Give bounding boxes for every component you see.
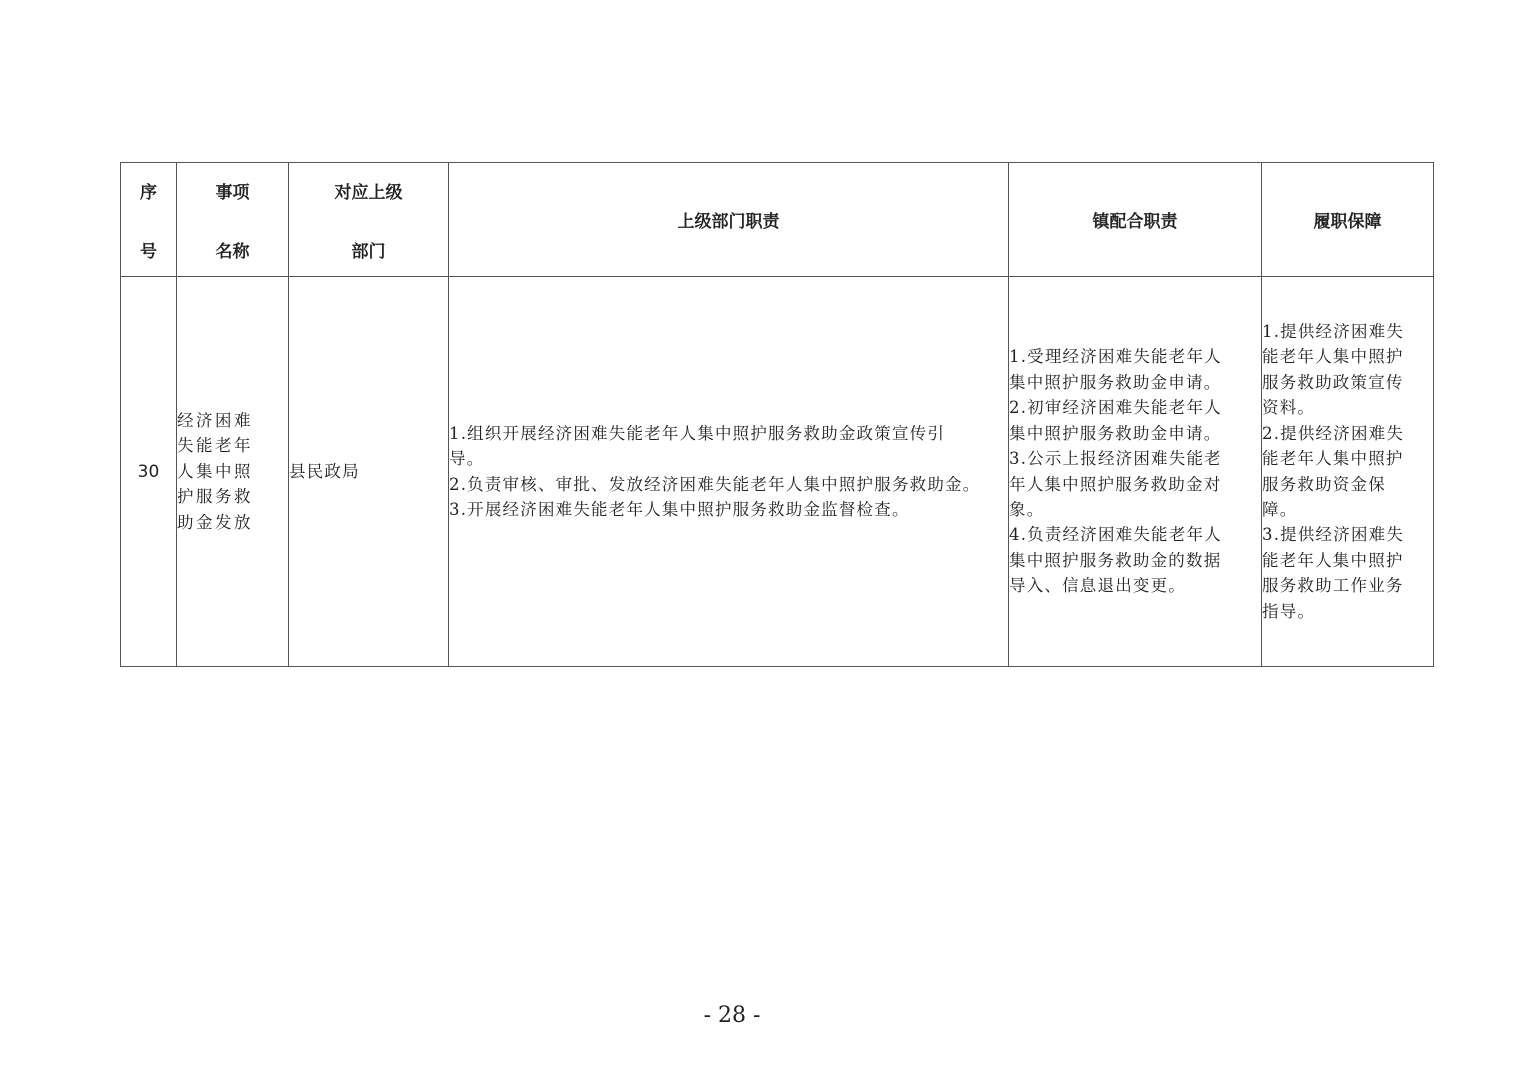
item-name-line: 经济困难 [177, 410, 253, 430]
guarantee-line: 3.提供经济困难失 [1262, 525, 1405, 545]
guarantee-line: 能老年人集中照护 [1262, 550, 1404, 570]
header-upper-dept-top: 对应上级 [334, 182, 403, 203]
item-name-line: 助金发放 [177, 512, 253, 532]
town-duty-line: 3.公示上报经济困难失能老 [1009, 449, 1222, 469]
town-duty-line: 年人集中照护服务救助金对 [1009, 474, 1222, 494]
town-duty-line: 4.负责经济困难失能老年人 [1009, 525, 1222, 545]
row-upper-duty [449, 277, 1009, 667]
header-upper-duty: 上级部门职责 [449, 163, 1009, 277]
guarantee-line: 服务救助工作业务 [1262, 576, 1404, 596]
upper-duty-line: 1.组织开展经济困难失能老年人集中照护服务救助金政策宣传引 [449, 423, 946, 443]
page-number: - 28 - [703, 1003, 761, 1028]
header-seq-bottom: 号 [140, 241, 157, 262]
guarantee-line: 资料。 [1262, 398, 1316, 418]
responsibility-table [120, 162, 1434, 667]
item-name-line: 失能老年 [177, 436, 253, 456]
guarantee-line: 能老年人集中照护 [1262, 449, 1404, 469]
item-name-line: 护服务救 [177, 487, 253, 507]
guarantee-line: 指导。 [1262, 601, 1316, 621]
town-duty-line: 1.受理经济困难失能老年人 [1009, 347, 1222, 367]
row-guarantee [1262, 277, 1434, 667]
guarantee-line: 服务救助政策宣传 [1262, 372, 1404, 392]
header-item-name-bottom: 名称 [215, 241, 250, 262]
guarantee-line: 能老年人集中照护 [1262, 347, 1404, 367]
row-town-duty [1009, 277, 1262, 667]
guarantee-line: 障。 [1262, 499, 1298, 519]
town-duty-line: 集中照护服务救助金的数据 [1009, 550, 1222, 570]
header-upper-dept [289, 163, 449, 277]
header-seq-top: 序 [140, 182, 157, 203]
town-duty-line: 导入、信息退出变更。 [1009, 576, 1186, 596]
header-item-name [177, 163, 289, 277]
table-row [121, 277, 1434, 667]
guarantee-line: 服务救助资金保 [1262, 474, 1386, 494]
upper-duty-line: 2.负责审核、审批、发放经济困难失能老年人集中照护服务救助金。 [449, 474, 981, 494]
upper-duty-line: 导。 [449, 449, 485, 469]
header-town-duty: 镇配合职责 [1009, 163, 1262, 277]
row-seq: 30 [121, 277, 177, 667]
header-item-name-top: 事项 [215, 182, 250, 203]
upper-duty-line: 3.开展经济困难失能老年人集中照护服务救助金监督检查。 [449, 499, 910, 519]
row-upper-dept: 县民政局 [289, 277, 449, 667]
town-duty-line: 象。 [1009, 499, 1045, 519]
header-upper-dept-bottom: 部门 [351, 241, 386, 262]
header-seq [121, 163, 177, 277]
guarantee-line: 1.提供经济困难失 [1262, 322, 1405, 342]
item-name-line: 人集中照 [177, 461, 253, 481]
town-duty-line: 集中照护服务救助金申请。 [1009, 423, 1222, 443]
guarantee-line: 2.提供经济困难失 [1262, 423, 1405, 443]
header-guarantee: 履职保障 [1262, 163, 1434, 277]
header-row [121, 163, 1434, 277]
town-duty-line: 集中照护服务救助金申请。 [1009, 372, 1222, 392]
town-duty-line: 2.初审经济困难失能老年人 [1009, 398, 1222, 418]
row-item-name [177, 277, 289, 667]
